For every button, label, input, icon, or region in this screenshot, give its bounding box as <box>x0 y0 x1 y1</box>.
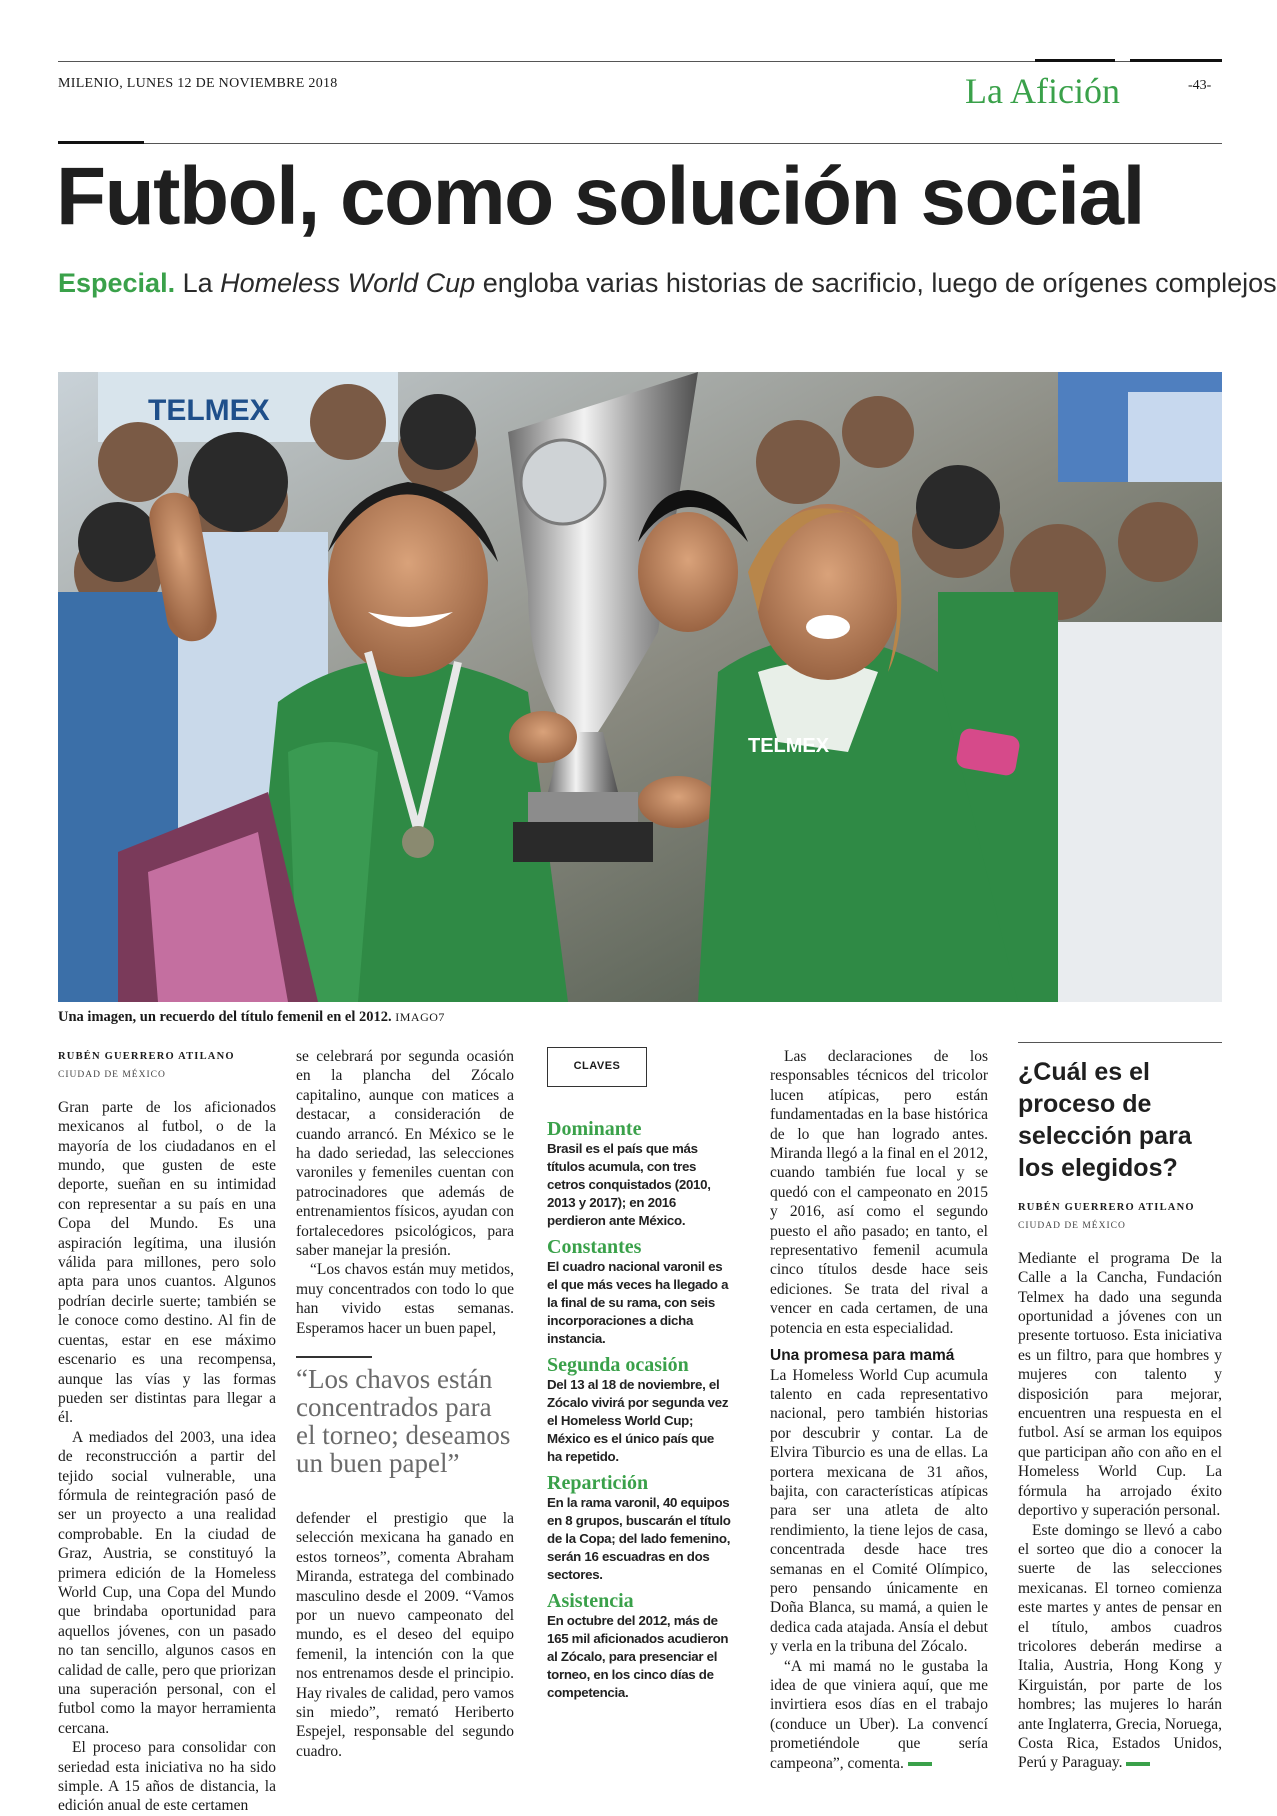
dateline: CIUDAD DE MÉXICO <box>58 1070 166 1081</box>
paragraph: El proceso para consolidar con seriedad esta iniciativa no ha sido simple. A 15 años de distancia, la edición anual de este certamen <box>58 1739 276 1815</box>
dek <box>58 268 1277 299</box>
end-mark <box>908 1762 932 1766</box>
dek-italic: Homeless World Cup <box>220 268 476 298</box>
paragraph: “Los chavos están muy metidos, muy concentrados con todo lo que han vivido estas semanas. Esperamos hacer un buen papel, <box>296 1261 514 1337</box>
paragraph <box>770 1657 988 1773</box>
page-number: -43- <box>1188 78 1212 93</box>
clave-text: Brasil es el país que más títulos acumula, con tres cetros conquistados (2010, 2013 y 2017); en 2016 perdieron ante México. <box>547 1141 711 1228</box>
paragraph: Gran parte de los aficionados mexicanos al futbol, o de la mayoría de los ciudadanos en el mundo, que gusten de este deporte, sueñan en su intimidad con representar a su país en una Copa del Mundo. Es una aspiración legítima, una ilusión válida para millones, pero solo apta para unos cuantos. Algunos podrían decirle suerte; también se le conoce como destino. Al fin de cuentas, estar en ese máximo escenario es una recompensa, aunque las vías y las formas pueden ser distintas para llegar a él. <box>58 1098 276 1427</box>
masthead-rule-accent <box>1130 59 1222 62</box>
claves-box <box>547 1112 732 1702</box>
photo-caption <box>58 1009 445 1026</box>
dek-text: La <box>175 268 221 298</box>
dek-text: engloba varias historias de sacrificio, luego de orígenes complejos <box>475 268 1277 298</box>
hero-photo <box>58 372 1222 1002</box>
byline: RUBÉN GUERRERO ATILANO <box>1018 1202 1195 1213</box>
clave-text: En octubre del 2012, más de 165 mil aficionados acudieron al Zócalo, para presenciar el torneo, en los cinco días de competencia. <box>547 1613 729 1700</box>
sidebar-rule <box>1018 1042 1222 1043</box>
article-column-4 <box>770 1047 988 1773</box>
clave-title: Constantes <box>547 1236 642 1258</box>
dek-kicker: Especial. <box>58 268 176 298</box>
paragraph-text: “A mi mamá no le gustaba la idea de que viniera aquí, que me invirtiera esos días en el trabajo (conduce un Uber). La convencí prometiéndole que sería campeona”, comenta. <box>770 1657 988 1772</box>
byline: RUBÉN GUERRERO ATILANO <box>58 1051 235 1062</box>
sidebar-title: ¿Cuál es el proceso de selección para los elegidos? <box>1018 1058 1192 1182</box>
jersey-sponsor: TELMEX <box>748 735 830 757</box>
article-column-2-continued <box>296 1509 514 1761</box>
paragraph: La Homeless World Cup acumula talento en cada representativo nacional, pero también historias por descubrir y contar. La de Elvira Tiburcio es una de ellas. La portera mexicana de 31 años, bajita, con características atípicas para ser una atleta de alto rendimiento, la tiene lejos de casa, concentrada desde hace tres semanas en el Comité Olímpico, pero pensando únicamente en Doña Blanca, su mamá, a quien le dedica cada atajada. Ansía el debut y verla en la tribuna del Zócalo. <box>770 1366 988 1656</box>
article-column-1 <box>58 1047 276 1816</box>
photo-credit: IMAGO7 <box>395 1010 445 1024</box>
headline: Futbol, como solución social <box>56 151 1144 242</box>
pullquote-rule <box>296 1356 372 1358</box>
claves-label: CLAVES <box>547 1047 647 1087</box>
sidebar-column <box>1018 1198 1222 1773</box>
dateline: CIUDAD DE MÉXICO <box>1018 1221 1126 1232</box>
caption-text: Una imagen, un recuerdo del título femenil en el 2012. <box>58 1009 392 1025</box>
paragraph: Las declaraciones de los responsables técnicos del tricolor lucen atípicas, pero están fundamentadas en la base histórica de lo que han logrado antes. Miranda llegó a la final en el 2012, cuando también fue local y se quedó con el campeonato en 2015 y 2016, así como el segundo puesto el año pasado; en tanto, el representativo femenil acumula cinco títulos desde hace seis ediciones. Se trata del rival a vencer en cada certamen, de una potencia en esta especialidad. <box>770 1048 988 1337</box>
headline-rule-accent <box>58 141 144 144</box>
clave-title: Segunda ocasión <box>547 1354 689 1376</box>
paragraph: defender el prestigio que la selección mexicana ha ganado en estos torneos”, comenta Abraham Miranda, estratega del combinado masculino desde el 2009. “Vamos por un nuevo campeonato del mundo, es el deseo del equipo femenil, la intención con la que nos entrenamos desde el principio. Hay rivales de calidad, pero vamos sin miedo”, remató Heriberto Espejel, responsable del segundo cuadro. <box>296 1510 514 1760</box>
pullquote: “Los chavos están concentrados para el torneo; deseamos un buen papel” <box>296 1364 511 1478</box>
clave-title: Asistencia <box>547 1590 634 1612</box>
clave-text: En la rama varonil, 40 equipos en 8 grupos, buscarán el título de la Copa; del lado femenino, serán 16 escuadras en dos sectores. <box>547 1495 731 1582</box>
clave-text: Del 13 al 18 de noviembre, el Zócalo vivirá por segunda vez el Homeless World Cup; México es el único país que ha repetido. <box>547 1377 729 1464</box>
clave-title: Dominante <box>547 1118 642 1140</box>
clave-title: Repartición <box>547 1472 649 1494</box>
headline-rule <box>58 143 1222 144</box>
subhead: Una promesa para mamá <box>770 1347 955 1365</box>
paragraph: A mediados del 2003, una idea de reconstrucción a partir del tejido social vulnerable, una fórmula de reintegración pasó de ser un proyecto a una realidad comprobable. En la ciudad de Graz, Austria, se constituyó la primera edición de la Homeless World Cup, una Copa del Mundo que brindaba oportunidad para aquellos jóvenes, con un pasado no tan sencillo, algunos casos en calidad de calle, pero que priorizan una superación personal, con el futbol como la mayor herramienta cercana. <box>58 1428 276 1737</box>
paragraph-text: Este domingo se llevó a cabo el sorteo que dio a conocer la suerte de las selecciones mexicanas. El torneo comienza este martes y antes de pensar en el título, ambos cuadros tricolores deberán medirse a Italia, Austria, Hong Kong y Kirguistán, por parte de los hombres; las mujeres lo harán ante Inglaterra, Grecia, Noruega, Costa Rica, Estados Unidos, Perú y Paraguay. <box>1018 1521 1222 1772</box>
masthead-rule-accent <box>1035 59 1115 62</box>
paragraph: Mediante el programa De la Calle a la Cancha, Fundación Telmex ha dado una segunda oportunidad a jóvenes con un presente tortuoso. Esta iniciativa es un filtro, para que hombres y mujeres con talento y disposición para mejorar, encuentren una respuesta en el futbol. Así se arman los equipos que participan año con año en el Homeless World Cup. La fórmula ha arrojado éxito deportivo y superación personal. <box>1018 1249 1222 1520</box>
masthead-date: MILENIO, LUNES 12 DE NOVIEMBRE 2018 <box>58 76 338 91</box>
clave-text: El cuadro nacional varonil es el que más veces ha llegado a la final de su rama, con seis incorporaciones a dicha instancia. <box>547 1259 729 1346</box>
end-mark <box>1126 1762 1150 1766</box>
section-name: La Afición <box>965 71 1120 111</box>
article-column-2 <box>296 1047 514 1338</box>
banner-sponsor: TELMEX <box>148 394 270 427</box>
paragraph <box>1018 1521 1222 1773</box>
paragraph: se celebrará por segunda ocasión en la plancha del Zócalo capitalino, aunque con matices a destacar, a consideración de cuando arrancó. En México se le ha dado seriedad, las selecciones varoniles y femeniles cuentan con patrocinadores que además de entrenamientos físicos, ayudan con fortalecedores psicológicos, para saber manejar la presión. <box>296 1048 514 1260</box>
